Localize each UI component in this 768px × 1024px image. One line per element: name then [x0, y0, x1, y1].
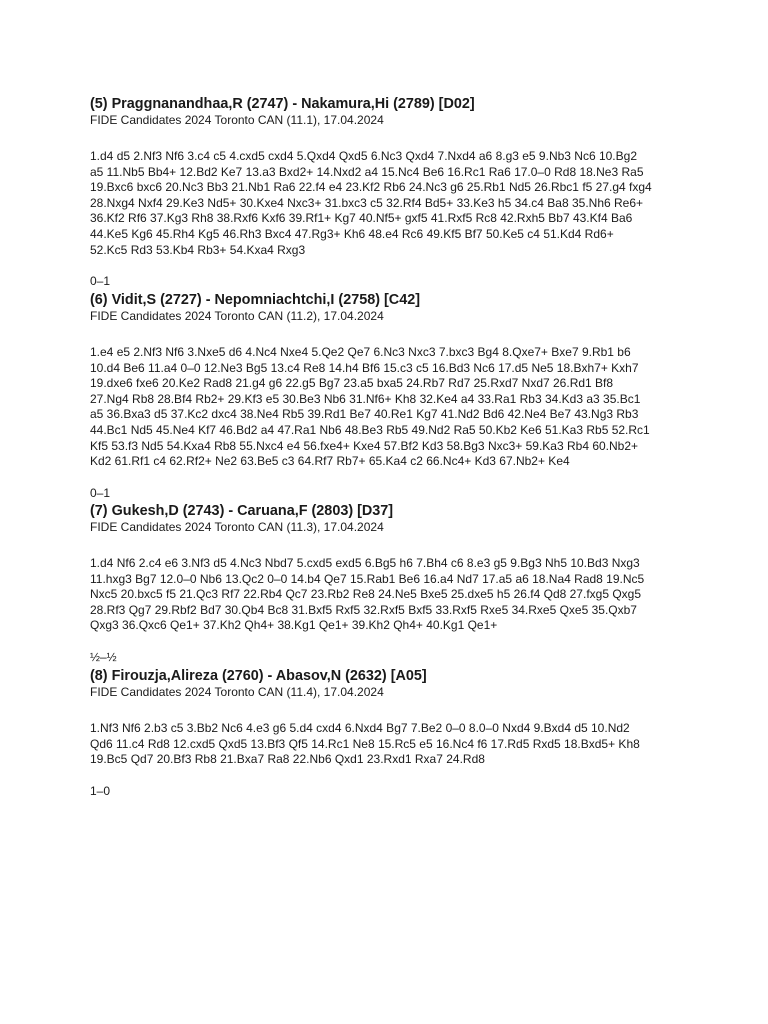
- game-event: FIDE Candidates 2024 Toronto CAN (11.1), 17.04.2024: [90, 113, 384, 127]
- game-event: FIDE Candidates 2024 Toronto CAN (11.4), 17.04.2024: [90, 685, 384, 699]
- game-block: [90, 96, 680, 289]
- game-title: (8) Firouzja,Alireza (2760) - Abasov,N (2632) [A05]: [90, 668, 427, 684]
- move-line: 1.Nf3 Nf6 2.b3 c5 3.Bb2 Nc6 4.e3 g6 5.d4 cxd4 6.Nxd4 Bg7 7.Be2 0–0 8.0–0 Nxd4 9.Bxd4 d5 10.Nd2: [90, 721, 630, 735]
- move-line: Kd2 61.Rf1 c4 62.Rf2+ Ne2 63.Be5 c3 64.Rf7 Rb7+ 65.Ka4 c2 66.Nc4+ Kd3 67.Nb2+ Ke4: [90, 454, 570, 469]
- move-line: 1.e4 e5 2.Nf3 Nf6 3.Nxe5 d6 4.Nc4 Nxe4 5.Qe2 Qe7 6.Nc3 Nxc3 7.bxc3 Bg4 8.Qxe7+ Bxe7 9.Rb1 b6: [90, 345, 631, 359]
- move-line: 28.Nxg4 Nxf4 29.Ke3 Nd5+ 30.Kxe4 Nxc3+ 31.bxc3 c5 32.Rf4 Bd5+ 33.Ke3 h5 34.c4 Ba8 35.Nh6 Re6+: [90, 195, 644, 210]
- move-line: Kf5 53.f3 Nd5 54.Kxa4 Rb8 55.Nxc4 e4 56.fxe4+ Kxe4 57.Bf2 Kd3 58.Bg3 Nxc3+ 59.Ka3 Rb4 60.Nb2+: [90, 438, 639, 453]
- move-line: 1.d4 d5 2.Nf3 Nf6 3.c4 c5 4.cxd5 cxd4 5.Qxd4 Qxd5 6.Nc3 Qxd4 7.Nxd4 a6 8.g3 e5 9.Nb3 Nc6 10.Bg2: [90, 149, 637, 163]
- move-line: 52.Kc5 Rd3 53.Kb4 Rb3+ 54.Kxa4 Rxg3: [90, 242, 306, 257]
- move-line: Nxc5 20.bxc5 f5 21.Qc3 Rf7 22.Rb4 Qc7 23.Rb2 Re8 24.Ne5 Bxe5 25.dxe5 h5 26.f4 Qd8 27.fxg5 Qxg5: [90, 587, 642, 602]
- move-line: 28.Rf3 Qg7 29.Rbf2 Bd7 30.Qb4 Bc8 31.Bxf5 Rxf5 32.Rxf5 Bxf5 33.Rxf5 Rxe5 34.Rxe5 Qxe5 35.Qxb7: [90, 602, 637, 617]
- game-result: ½–½: [90, 649, 117, 664]
- move-line: Qxg3 36.Qxc6 Qe1+ 37.Kh2 Qh4+ 38.Kg1 Qe1+ 39.Kh2 Qh4+ 40.Kg1 Qe1+: [90, 618, 498, 633]
- move-line: a5 11.Nb5 Bb4+ 12.Bd2 Ke7 13.a3 Bxd2+ 14.Nxd2 a4 15.Nc4 Be6 16.Rc1 Ra6 17.0–0 Rd8 18.Ne3 Ra5: [90, 164, 644, 179]
- game-moves: [90, 556, 680, 634]
- move-line: 1.d4 Nf6 2.c4 e6 3.Nf3 d5 4.Nc3 Nbd7 5.cxd5 exd5 6.Bg5 h6 7.Bh4 c6 8.e3 g5 9.Bg3 Nh5 10.Bd3 Nxg3: [90, 556, 640, 570]
- game-title: (6) Vidit,S (2727) - Nepomniachtchi,I (2758) [C42]: [90, 292, 421, 308]
- game-event: FIDE Candidates 2024 Toronto CAN (11.2), 17.04.2024: [90, 309, 384, 323]
- game-result: 0–1: [90, 485, 111, 500]
- move-line: 36.Kf2 Rf6 37.Kg3 Rh8 38.Rxf6 Kxf6 39.Rf1+ Kg7 40.Nf5+ gxf5 41.Rxf5 Rc8 42.Rxh5 Bb7 43.Kf4 Ba6: [90, 211, 633, 226]
- move-line: 19.Bc5 Qd7 20.Bf3 Rb8 21.Bxa7 Ra8 22.Nb6 Qxd1 23.Rxd1 Rxa7 24.Rd8: [90, 752, 485, 767]
- game-result: 1–0: [90, 783, 111, 798]
- game-block: [90, 292, 680, 501]
- move-line: 44.Bc1 Nd5 45.Ne4 Kf7 46.Bd2 a4 47.Ra1 Nb6 48.Be3 Rb5 49.Nd2 Ra5 50.Kb2 Ke6 51.Ka3 Rb5 52.Rc1: [90, 422, 650, 437]
- move-line: 19.Bxc6 bxc6 20.Nc3 Bb3 21.Nb1 Ra6 22.f4 e4 23.Kf2 Rb6 24.Nc3 g6 25.Rb1 Nd5 26.Rbc1 f5 27.g4 fxg4: [90, 180, 652, 195]
- move-line: a5 36.Bxa3 d5 37.Kc2 dxc4 38.Ne4 Rb5 39.Rd1 Be7 40.Re1 Kg7 41.Nd2 Bd6 42.Ne4 Be7 43.Ng3 Rb3: [90, 407, 639, 422]
- game-event: FIDE Candidates 2024 Toronto CAN (11.3), 17.04.2024: [90, 520, 384, 534]
- move-line: 44.Ke5 Kg6 45.Rh4 Kg5 46.Rh3 Bxc4 47.Rg3+ Kh6 48.e4 Rc6 49.Kf5 Bf7 50.Ke5 c4 51.Kd4 Rd6+: [90, 226, 614, 241]
- game-moves: [90, 149, 680, 258]
- game-title: (7) Gukesh,D (2743) - Caruana,F (2803) [D37]: [90, 503, 394, 519]
- move-line: 27.Ng4 Rb8 28.Bf4 Rb2+ 29.Kf3 e5 30.Be3 Nb6 31.Nf6+ Kh8 32.Ke4 a4 33.Ra1 Rb3 34.Kd3 a3 35.Bc1: [90, 391, 641, 406]
- game-title: (5) Praggnanandhaa,R (2747) - Nakamura,Hi (2789) [D02]: [90, 96, 475, 112]
- move-line: 10.d4 Be6 11.a4 0–0 12.Ne3 Bg5 13.c4 Re8 14.h4 Bf6 15.c3 c5 16.Bd3 Nc6 17.d5 Ne5 18.Bxh7+ Kxh7: [90, 360, 639, 375]
- move-line: 19.dxe6 fxe6 20.Ke2 Rad8 21.g4 g6 22.g5 Bg7 23.a5 bxa5 24.Rb7 Rd7 25.Rxd7 Nxd7 26.Rd1 Bf8: [90, 376, 614, 391]
- game-moves: [90, 345, 680, 470]
- game-block: [90, 503, 680, 665]
- move-line: 11.hxg3 Bg7 12.0–0 Nb6 13.Qc2 0–0 14.b4 Qe7 15.Rab1 Be6 16.a4 Nd7 17.a5 a6 18.Na4 Rad8 19.Nc5: [90, 571, 645, 586]
- move-line: Qd6 11.c4 Rd8 12.cxd5 Qxd5 13.Bf3 Qf5 14.Rc1 Ne8 15.Rc5 e5 16.Nc4 f6 17.Rd5 Rxd5 18.Bxd5+ Kh8: [90, 736, 640, 751]
- game-result: 0–1: [90, 274, 111, 289]
- game-moves: [90, 721, 680, 768]
- game-block: [90, 668, 680, 799]
